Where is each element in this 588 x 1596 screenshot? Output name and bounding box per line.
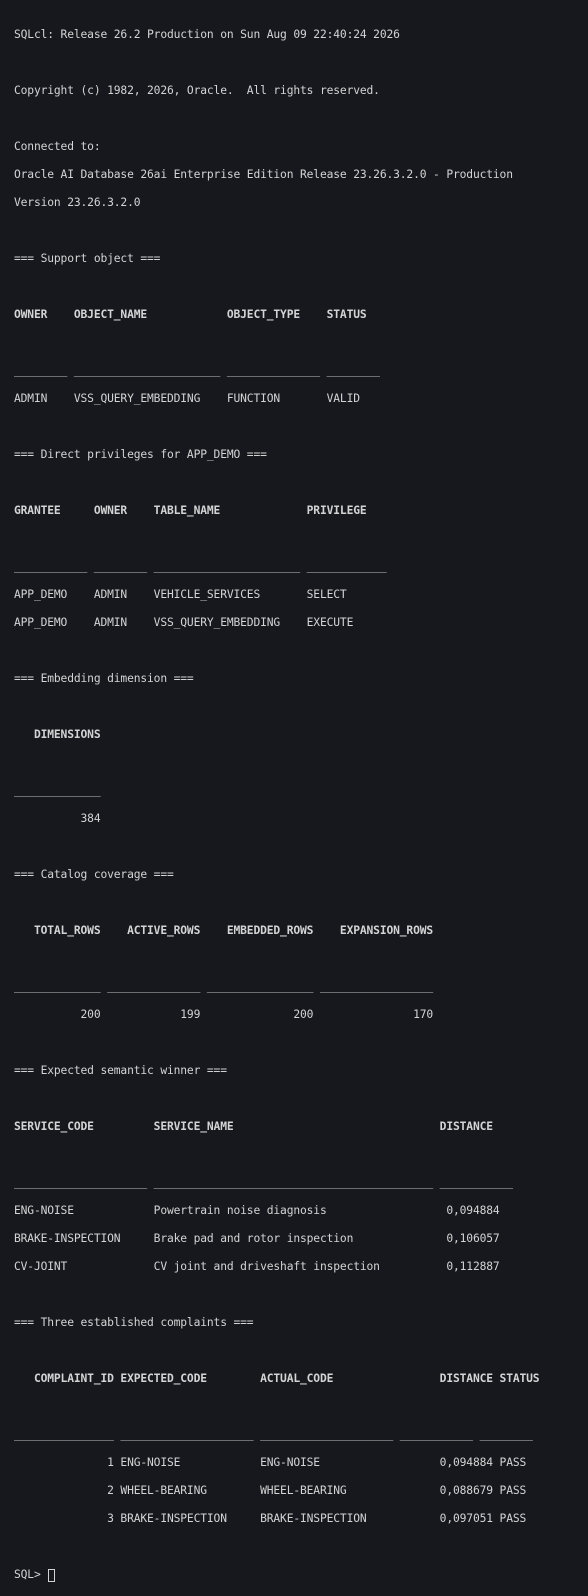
connected-line: Oracle AI Database 26ai Enterprise Edition Release 23.26.3.2.0 - Production [14, 168, 513, 181]
table-row: APP_DEMO ADMIN VSS_QUERY_EMBEDDING EXECUTE [14, 616, 354, 629]
cursor-icon[interactable] [48, 1569, 55, 1582]
section-title: === Direct privileges for APP_DEMO === [14, 448, 267, 461]
table-row: ENG-NOISE Powertrain noise diagnosis 0,094884 [14, 1204, 500, 1217]
section-title: === Catalog coverage === [14, 868, 174, 881]
column-header: DIMENSIONS [14, 728, 101, 741]
blank-line [14, 840, 588, 854]
blank-line [14, 56, 588, 70]
blank-line [14, 336, 588, 350]
column-rule: ____________________ __________________________________________ ___________ [14, 1176, 513, 1189]
blank-line [14, 1288, 588, 1302]
blank-line [14, 112, 588, 126]
section-title: === Expected semantic winner === [14, 1064, 227, 1077]
blank-line [14, 1148, 588, 1162]
section-title: === Three established complaints === [14, 1316, 254, 1329]
prompt-line[interactable] [14, 1568, 588, 1582]
blank-line [14, 532, 588, 546]
table-row: 3 BRAKE-INSPECTION BRAKE-INSPECTION 0,097051 PASS [14, 1512, 527, 1525]
table-row: 384 [14, 812, 101, 825]
table-row: APP_DEMO ADMIN VEHICLE_SERVICES SELECT [14, 588, 347, 601]
column-rule: _____________ ______________ ________________ _________________ [14, 980, 434, 993]
connected-line: Connected to: [14, 140, 101, 153]
blank-line [14, 224, 588, 238]
table-row: 200 199 200 170 [14, 1008, 434, 1021]
blank-line [14, 756, 588, 770]
column-rule: _____________ [14, 784, 101, 797]
column-rule: _______________ ____________________ ____________________ ___________ ________ [14, 1428, 533, 1441]
table-row: 2 WHEEL-BEARING WHEEL-BEARING 0,088679 PASS [14, 1484, 527, 1497]
column-rule: ___________ ________ ______________________ ____________ [14, 560, 387, 573]
blank-line [14, 1540, 588, 1554]
blank-line [14, 420, 588, 434]
column-header: GRANTEE OWNER TABLE_NAME PRIVILEGE [14, 504, 367, 517]
blank-line [14, 952, 588, 966]
column-header: TOTAL_ROWS ACTIVE_ROWS EMBEDDED_ROWS EXPANSION_ROWS [14, 924, 434, 937]
blank-line [14, 644, 588, 658]
banner-line: SQLcl: Release 26.2 Production on Sun Aug 09 22:40:24 2026 [14, 28, 400, 41]
sql-prompt: SQL> [14, 1568, 48, 1581]
table-row: 1 ENG-NOISE ENG-NOISE 0,094884 PASS [14, 1456, 527, 1469]
column-rule: ________ ______________________ ______________ ________ [14, 364, 380, 377]
column-header: SERVICE_CODE SERVICE_NAME DISTANCE [14, 1120, 493, 1133]
blank-line [14, 1344, 588, 1358]
copyright-line: Copyright (c) 1982, 2026, Oracle. All rights reserved. [14, 84, 380, 97]
blank-line [14, 896, 588, 910]
blank-line [14, 1400, 588, 1414]
blank-line [14, 700, 588, 714]
table-row: BRAKE-INSPECTION Brake pad and rotor inspection 0,106057 [14, 1232, 500, 1245]
blank-line [14, 476, 588, 490]
blank-line [14, 1092, 588, 1106]
blank-line [14, 1036, 588, 1050]
column-header: OWNER OBJECT_NAME OBJECT_TYPE STATUS [14, 308, 367, 321]
connected-line: Version 23.26.3.2.0 [14, 196, 141, 209]
section-title: === Embedding dimension === [14, 672, 194, 685]
table-row: CV-JOINT CV joint and driveshaft inspection 0,112887 [14, 1260, 500, 1273]
column-header: COMPLAINT_ID EXPECTED_CODE ACTUAL_CODE DISTANCE STATUS [14, 1372, 540, 1385]
blank-line [14, 280, 588, 294]
table-row: ADMIN VSS_QUERY_EMBEDDING FUNCTION VALID [14, 392, 360, 405]
section-title: === Support object === [14, 252, 161, 265]
